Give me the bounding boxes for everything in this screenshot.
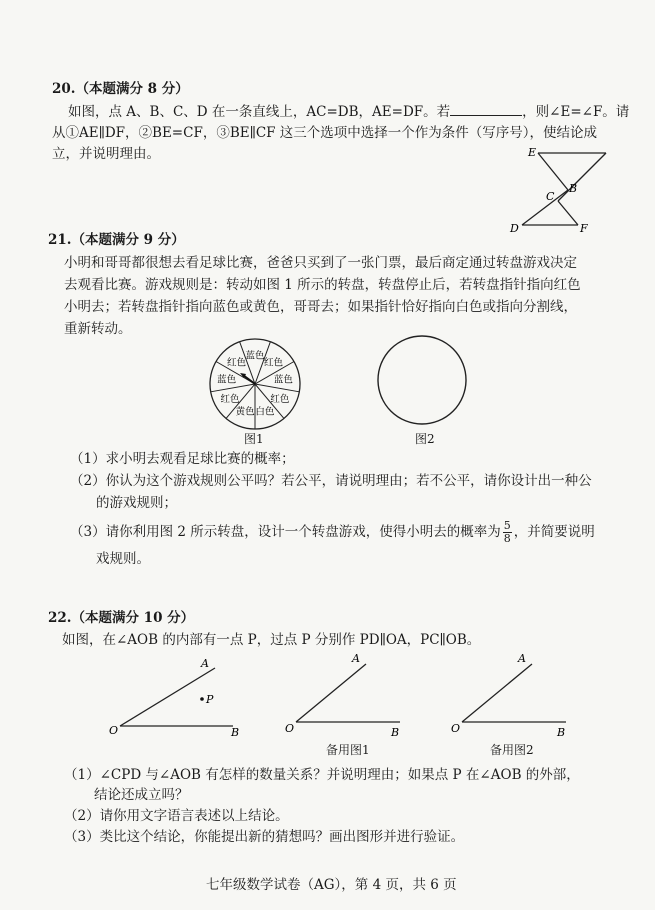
- q22-label-o: O: [109, 724, 119, 737]
- q21-spinner-figure-2: [376, 334, 468, 426]
- spinner-sector-label: 红色: [264, 357, 284, 369]
- q20-line1: [68, 103, 629, 121]
- page-footer: 七年级数学试卷（AG），第 4 页，共 6 页: [206, 877, 457, 893]
- fraction-numerator: 5: [503, 519, 511, 532]
- q20-answer-blank[interactable]: [450, 103, 522, 116]
- q22-header: 22.（本题满分 10 分）: [48, 610, 195, 626]
- q22-main-figure: [105, 655, 250, 740]
- spare-figure-2-caption: 备用图2: [490, 743, 534, 757]
- q22-intro: 如图，在∠AOB 的内部有一点 P，过点 P 分别作 PD∥OA，PC∥OB。: [62, 632, 481, 648]
- q21-sub3-a: （3）请你利用图 2 所示转盘，设计一个转盘游戏，使得小明去的概率为: [70, 524, 501, 540]
- probability-fraction: [503, 520, 512, 545]
- q20-figure: [500, 140, 610, 240]
- spinner-sector-label: 白色: [255, 406, 275, 418]
- spare2-label-a: A: [518, 652, 526, 665]
- q21-para-4: 重新转动。: [64, 321, 132, 337]
- q21-spinner-figure-1: [205, 334, 305, 434]
- spinner-sector-label: 红色: [220, 393, 240, 405]
- q20-label-f: F: [580, 222, 588, 235]
- q22-sub1-b: 结论还成立吗？: [94, 787, 189, 803]
- q21-sub2-b: 的游戏规则；: [96, 495, 177, 511]
- q21-sub2-a: （2）你认为这个游戏规则公平吗？若公平，请说明理由；若不公平，请你设计出一种公: [70, 473, 592, 489]
- q20-line2: 从①AE∥DF，②BE=CF，③BE∥CF 这三个选项中选择一个作为条件（写序号），使结论成: [52, 125, 598, 141]
- q20-line1-text-b: ，则∠E=∠F。请: [522, 104, 630, 120]
- q20-line3: 立，并说明理由。: [52, 146, 160, 162]
- q22-label-p: P: [206, 693, 214, 706]
- fig1-caption: 图1: [244, 432, 264, 446]
- spinner-sector-label: 蓝色: [245, 350, 265, 362]
- spinner-sector-label: 蓝色: [217, 374, 237, 386]
- point-p: [200, 697, 204, 701]
- q22-label-b: B: [231, 726, 240, 739]
- spare1-label-o: O: [285, 722, 295, 735]
- spare1-label-a: A: [352, 652, 360, 665]
- q22-label-a: A: [201, 657, 209, 670]
- q21-sub3-a-line: [70, 520, 595, 545]
- q21-para-1: 小明和哥哥都很想去看足球比赛，爸爸只买到了一张门票，最后商定通过转盘游戏决定: [64, 255, 577, 271]
- spare1-label-b: B: [391, 726, 400, 739]
- q20-header: 20.（本题满分 8 分）: [52, 81, 189, 97]
- q21-sub1: （1）求小明去观看足球比赛的概率；: [70, 451, 295, 467]
- spinner-sector-label: 蓝色: [273, 374, 293, 386]
- spinner-sector-label: 红色: [270, 393, 290, 405]
- q21-header: 21.（本题满分 9 分）: [48, 232, 185, 248]
- q20-label-e: E: [528, 146, 537, 159]
- fig2-caption: 图2: [415, 432, 435, 446]
- q20-label-b: B: [569, 182, 578, 195]
- q20-label-c: C: [546, 190, 555, 203]
- q21-para-3: 小明去；若转盘指针指向蓝色或黄色，哥哥去；如果指针恰好指向白色或指向分割线，: [64, 299, 577, 315]
- q21-sub3-c: 戏规则。: [96, 551, 150, 567]
- spare2-label-o: O: [451, 722, 461, 735]
- spare-figure-1-caption: 备用图1: [326, 743, 370, 757]
- fraction-denominator: 8: [503, 532, 511, 545]
- spare2-label-b: B: [557, 726, 566, 739]
- spinner-sector-label: 黄色: [235, 406, 255, 418]
- q22-sub3: （3）类比这个结论，你能提出新的猜想吗？画出图形并进行验证。: [64, 829, 465, 845]
- spinner-sector-label: 红色: [226, 357, 246, 369]
- q22-spare-figure-1: [282, 650, 412, 740]
- q22-sub1-a: （1）∠CPD 与∠AOB 有怎样的数量关系？并说明理由；如果点 P 在∠AOB 的外部，: [64, 767, 580, 783]
- q21-para-2: 去观看比赛。游戏规则是：转动如图 1 所示的转盘，转盘停止后，若转盘指针指向红色: [64, 277, 581, 293]
- q21-sub3-b: ，并简要说明: [513, 524, 595, 540]
- q22-sub2: （2）请你用文字语言表述以上结论。: [64, 808, 289, 824]
- q20-label-d: D: [510, 222, 519, 235]
- q22-spare-figure-2: [448, 650, 578, 740]
- q20-line1-text-a: 如图，点 A、B、C、D 在一条直线上，AC=DB，AE=DF。若: [68, 104, 451, 120]
